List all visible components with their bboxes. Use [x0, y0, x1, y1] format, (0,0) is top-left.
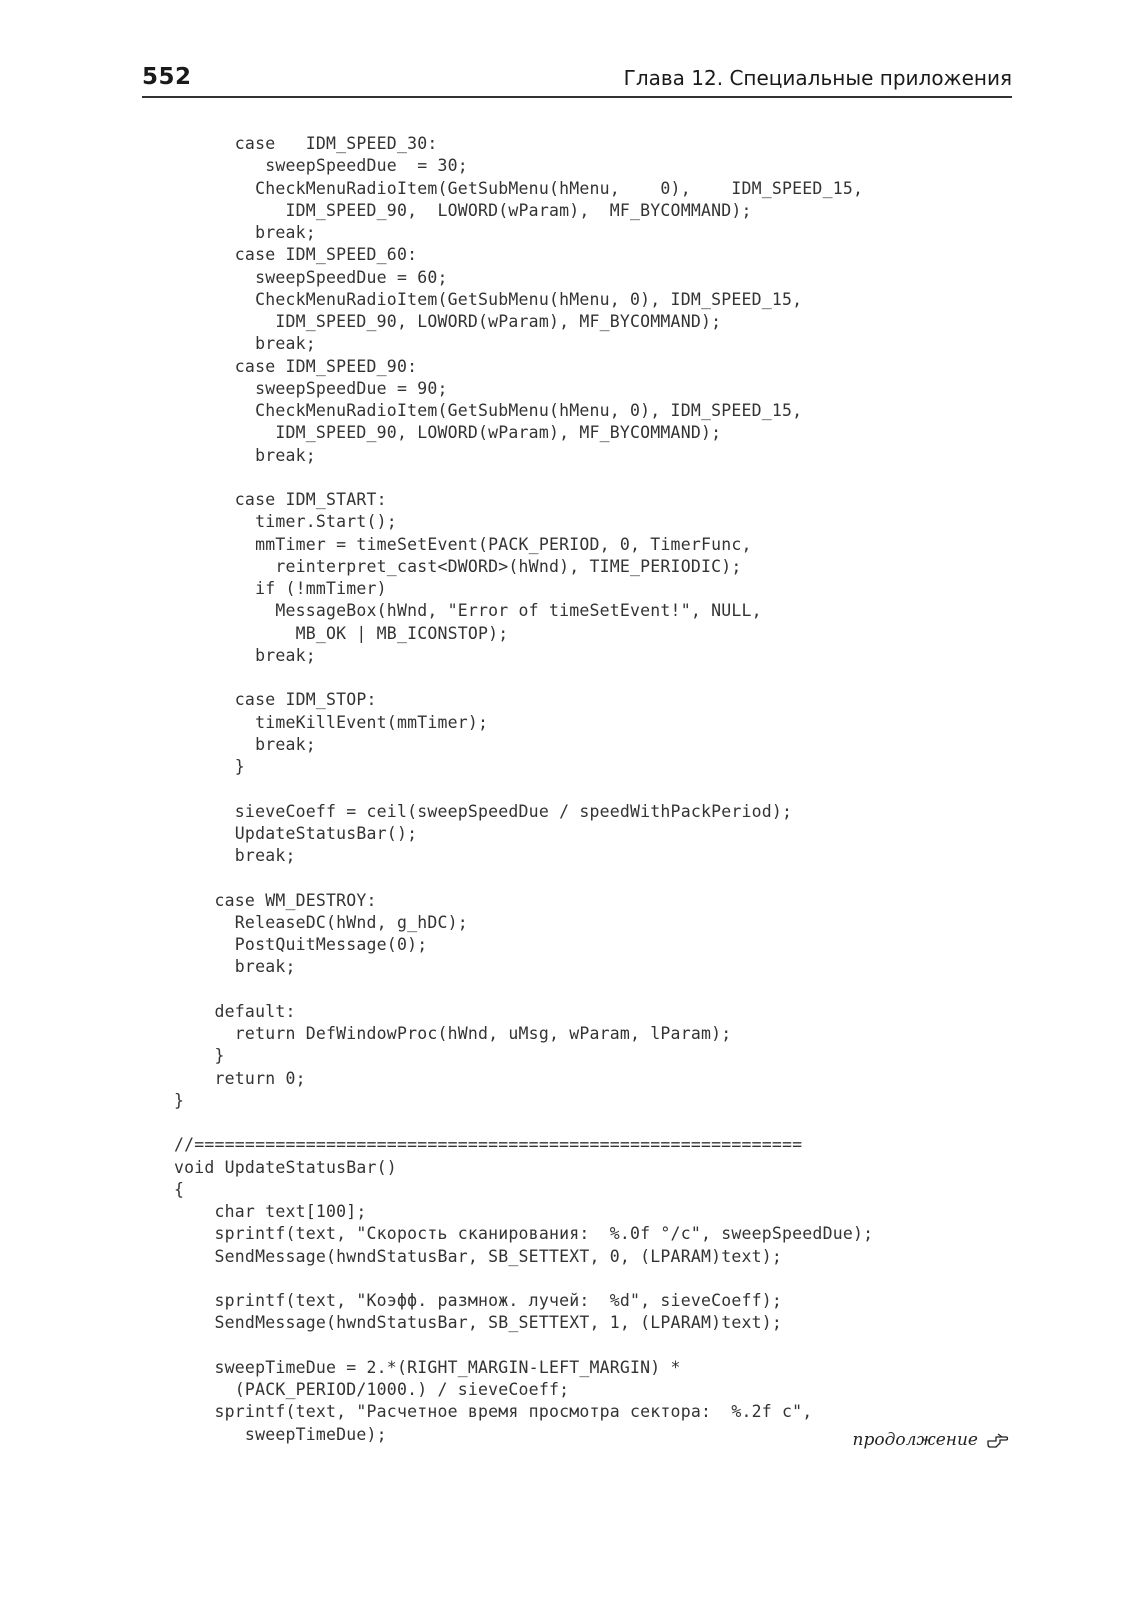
code-line: break; [174, 223, 316, 242]
code-line: sprintf(text, "Коэфф. размнож. лучей: %d", sieveCoeff); [174, 1291, 783, 1310]
code-line: ReleaseDC(hWnd, g_hDC); [174, 912, 468, 932]
pointing-hand-icon [986, 1431, 1010, 1449]
code-line: break; [174, 734, 316, 754]
code-line: if (!mmTimer) [174, 579, 387, 598]
code-line: break; [174, 445, 316, 465]
code-line: sieveCoeff = ceil(sweepSpeedDue / speedWithPackPeriod); [174, 801, 793, 821]
code-line: IDM_SPEED_90, LOWORD(wParam), MF_BYCOMMAND); [174, 312, 722, 331]
code-line: case IDM_SPEED_90: [174, 356, 418, 376]
code-line: MessageBox(hWnd, "Error of timeSetEvent!", NULL, [174, 601, 762, 621]
code-line [174, 979, 873, 1001]
code-line: (PACK_PERIOD/1000.) / sieveCoeff; [174, 1380, 570, 1399]
code-line: sweepSpeedDue = 90; [174, 378, 448, 398]
code-line: case IDM_STOP: [174, 690, 377, 710]
code-line: sweepTimeDue = 2.*(RIGHT_MARGIN-LEFT_MARGIN) * [174, 1357, 681, 1377]
code-line: SendMessage(hwndStatusBar, SB_SETTEXT, 1, (LPARAM)text); [174, 1313, 783, 1333]
code-line: CheckMenuRadioItem(GetSubMenu(hMenu, 0), IDM_SPEED_15, [174, 401, 803, 420]
code-line: sweepTimeDue); [174, 1424, 387, 1444]
continue-label: продолжение [852, 1430, 978, 1450]
code-line: IDM_SPEED_90, LOWORD(wParam), MF_BYCOMMAND); [174, 200, 752, 220]
code-line: MB_OK | MB_ICONSTOP); [174, 623, 509, 643]
code-line: void UpdateStatusBar() [174, 1157, 397, 1177]
running-title: Глава 12. Специальные приложения [623, 66, 1012, 90]
code-line: } [174, 757, 245, 776]
code-line: } [174, 1046, 225, 1066]
code-line: case IDM_START: [174, 490, 387, 509]
page-header [142, 62, 1012, 98]
code-line: case IDM_SPEED_60: [174, 245, 418, 265]
code-line: return 0; [174, 1068, 306, 1088]
code-line: timeKillEvent(mmTimer); [174, 712, 489, 732]
code-line: sprintf(text, "Скорость сканирования: %.0f °/c", sweepSpeedDue); [174, 1224, 874, 1244]
code-line: break; [174, 334, 316, 354]
code-line [174, 667, 873, 689]
code-line: char text[100]; [174, 1202, 367, 1221]
code-line [174, 1112, 873, 1134]
code-line: timer.Start(); [174, 512, 397, 532]
code-line: break; [174, 645, 316, 665]
code-line [174, 1335, 873, 1357]
code-line [174, 867, 873, 889]
code-line: } [174, 1090, 185, 1110]
code-line: sprintf(text, "Расчетное время просмотра сектора: %.2f c", [174, 1402, 813, 1422]
code-line [174, 1268, 873, 1290]
code-listing [174, 133, 873, 1446]
code-line: IDM_SPEED_90, LOWORD(wParam), MF_BYCOMMAND); [174, 423, 722, 443]
code-line: break; [174, 957, 296, 977]
code-line: { [174, 1179, 185, 1199]
code-line: UpdateStatusBar(); [174, 823, 418, 843]
code-line: default: [174, 1001, 296, 1021]
code-line: CheckMenuRadioItem(GetSubMenu(hMenu, 0), IDM_SPEED_15, [174, 178, 864, 198]
code-line: sweepSpeedDue = 30; [174, 156, 468, 176]
continue-note [853, 1430, 1011, 1450]
code-line [174, 467, 873, 489]
code-line: mmTimer = timeSetEvent(PACK_PERIOD, 0, TimerFunc, [174, 534, 752, 554]
code-line: CheckMenuRadioItem(GetSubMenu(hMenu, 0), IDM_SPEED_15, [174, 289, 803, 309]
code-line: return DefWindowProc(hWnd, uMsg, wParam, lParam); [174, 1024, 732, 1043]
code-line: break; [174, 846, 296, 865]
code-line: sweepSpeedDue = 60; [174, 267, 448, 287]
code-line: PostQuitMessage(0); [174, 935, 428, 954]
code-line: SendMessage(hwndStatusBar, SB_SETTEXT, 0, (LPARAM)text); [174, 1246, 783, 1266]
code-line: //============================================================ [174, 1135, 803, 1155]
code-line [174, 778, 873, 800]
code-line: reinterpret_cast<DWORD>(hWnd), TIME_PERIODIC); [174, 556, 742, 576]
page-number: 552 [142, 64, 192, 90]
code-line: case WM_DESTROY: [174, 890, 377, 910]
code-line: case IDM_SPEED_30: [174, 134, 438, 153]
